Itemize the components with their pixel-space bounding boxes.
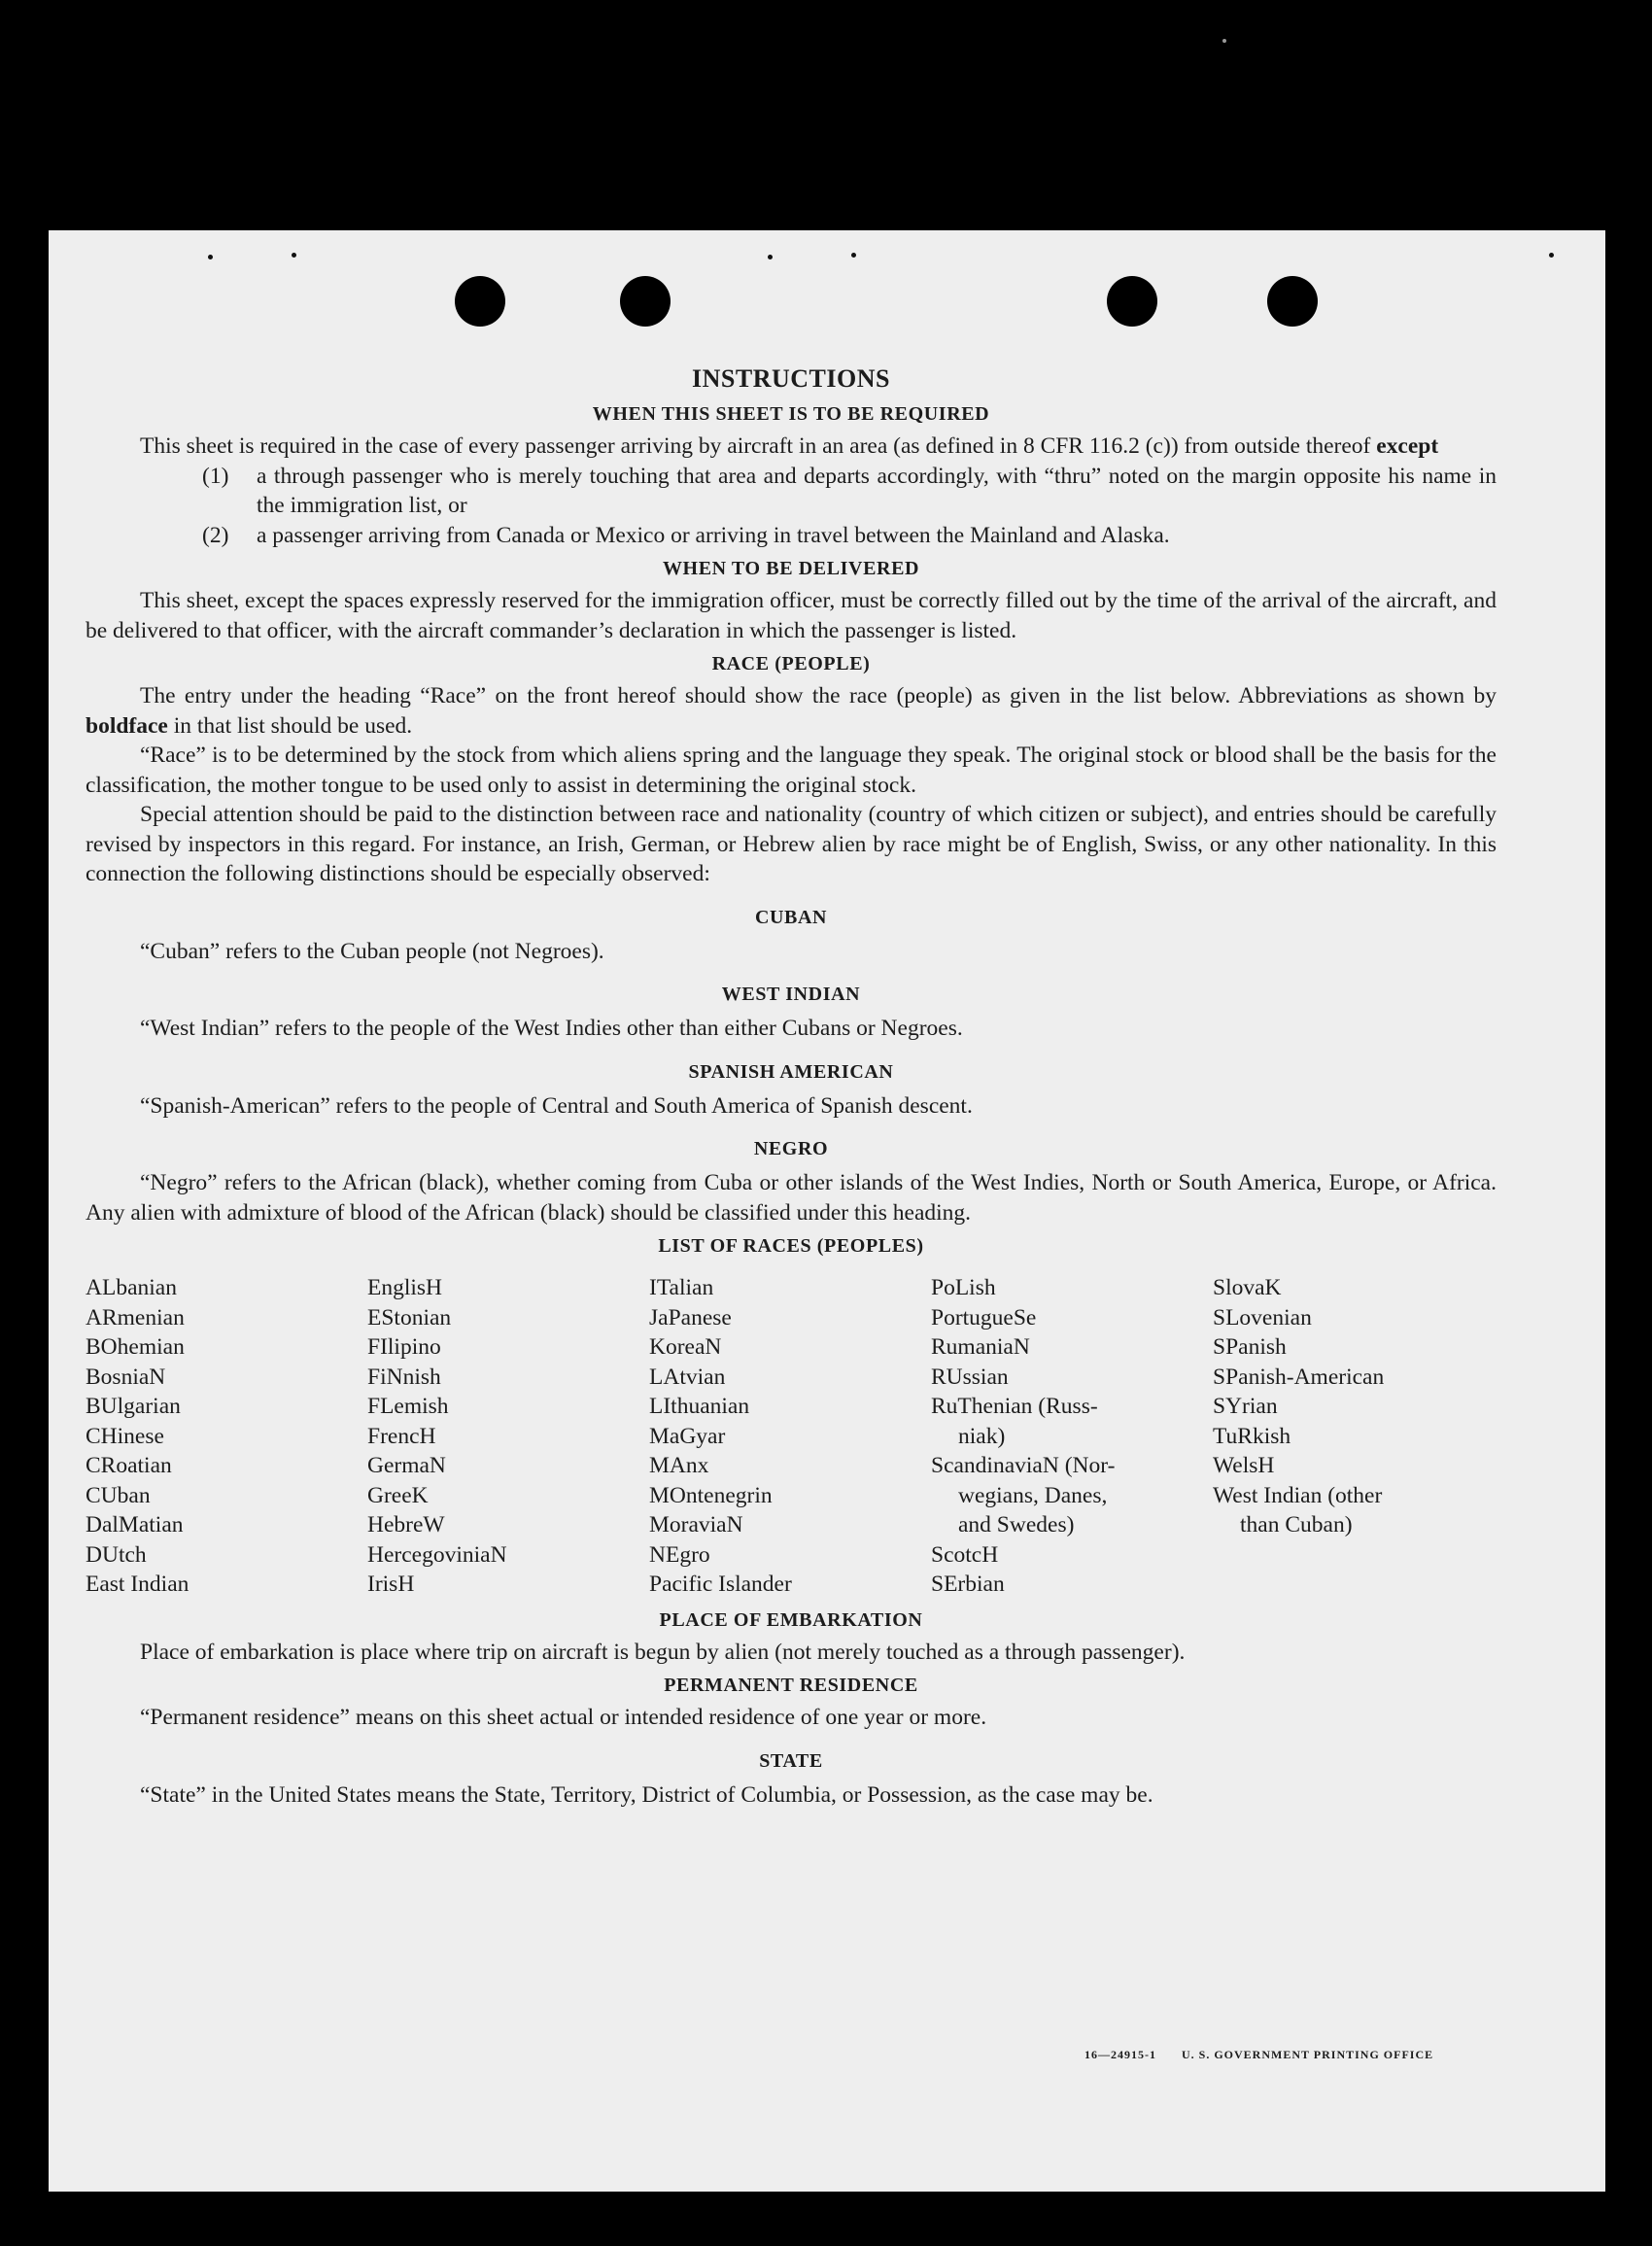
race-entry: DUtch xyxy=(86,1541,147,1568)
race-entry: Pacific Islander xyxy=(649,1572,792,1597)
race-entry: RuThenian (Russ- xyxy=(931,1394,1098,1419)
paragraph: “Spanish-American” refers to the people of Central and South America of Spanish descent. xyxy=(140,1092,973,1119)
race-entry: RumaniaN xyxy=(931,1334,1030,1360)
section-heading: SPANISH AMERICAN xyxy=(688,1060,894,1083)
race-entry: GermaN xyxy=(367,1453,446,1478)
race-entry: PortugueSe xyxy=(931,1304,1037,1330)
race-entry: MaGyar xyxy=(649,1423,726,1449)
race-entry: SLovenian xyxy=(1213,1304,1312,1330)
race-entry: DalMatian xyxy=(86,1512,184,1538)
paragraph: “West Indian” refers to the people of the West Indies other than either Cubans or Negroes. xyxy=(140,1016,963,1041)
race-entry: LAtvian xyxy=(649,1364,726,1390)
race-entry: wegians, Danes, xyxy=(958,1482,1108,1508)
race-entry: SPanish-American xyxy=(1213,1364,1385,1390)
punch-hole xyxy=(1107,276,1157,327)
punch-hole xyxy=(1267,276,1318,327)
race-entry: GreeK xyxy=(367,1482,429,1508)
race-entry: LIthuanian xyxy=(649,1394,750,1419)
list-item: (1) a through passenger who is merely touching that area and departs accordingly, with “thru” noted on the margin opposite his name in the immigration list, or xyxy=(202,463,1497,518)
race-entry: SlovaK xyxy=(1213,1275,1282,1300)
race-entry: WelsH xyxy=(1213,1453,1275,1478)
section-heading: PLACE OF EMBARKATION xyxy=(659,1608,923,1631)
footer-print-line xyxy=(1084,2048,1459,2062)
section-heading: WHEN THIS SHEET IS TO BE REQUIRED xyxy=(592,403,990,425)
race-entry: and Swedes) xyxy=(958,1512,1075,1538)
section-heading: NEGRO xyxy=(753,1138,829,1159)
race-entry: CUban xyxy=(86,1482,151,1508)
race-entry: NEgro xyxy=(649,1541,710,1568)
race-entry: CHinese xyxy=(86,1423,164,1449)
race-entry: EnglisH xyxy=(367,1275,443,1300)
race-entry: West Indian (other xyxy=(1213,1482,1383,1508)
race-entry: niak) xyxy=(958,1423,1006,1449)
paragraph: This sheet is required in the case of every passenger arriving by aircraft in an area (as defined in 8 CFR 116.2 (c)) from outside thereof except xyxy=(140,433,1439,459)
section-heading: RACE (PEOPLE) xyxy=(711,653,871,674)
instructions-content xyxy=(86,364,1497,1810)
form-number: 16—24915-1 xyxy=(1084,2048,1156,2061)
race-entry: HebreW xyxy=(367,1512,445,1538)
speck xyxy=(292,253,296,258)
section-heading: LIST OF RACES (PEOPLES) xyxy=(658,1235,924,1257)
race-entry: ARmenian xyxy=(86,1304,185,1330)
paragraph: “State” in the United States means the State, Territory, District of Columbia, or Possession, as the case may be. xyxy=(140,1781,1153,1808)
punch-hole xyxy=(455,276,505,327)
section-heading: WEST INDIAN xyxy=(721,984,861,1005)
race-entry: ALbanian xyxy=(86,1275,177,1300)
race-entry: KoreaN xyxy=(649,1334,722,1360)
section-heading: STATE xyxy=(759,1749,823,1772)
race-entry: SPanish xyxy=(1213,1334,1287,1360)
section-heading: WHEN TO BE DELIVERED xyxy=(662,558,920,579)
paragraph: The entry under the heading “Race” on the front hereof should show the race (people) as given in the list below. Abbreviations as shown by boldface in that list should be used. xyxy=(86,683,1497,739)
race-entry: IrisH xyxy=(367,1572,415,1597)
race-entry: FLemish xyxy=(367,1394,449,1419)
races-column xyxy=(931,1273,1203,1600)
paragraph: Place of embarkation is place where trip on aircraft is begun by alien (not merely touched as a through passenger). xyxy=(140,1639,1186,1665)
section-heading: PERMANENT RESIDENCE xyxy=(664,1675,918,1696)
page-title: INSTRUCTIONS xyxy=(692,364,890,393)
race-entry: RUssian xyxy=(931,1364,1009,1390)
speck xyxy=(208,255,213,259)
paragraph: Special attention should be paid to the distinction between race and nationality (country of which citizen or subject), and entries should be carefully revised by inspectors in this regard. For instance, an Irish, German, or Hebrew alien by race might be of English, Swiss, or any other nationality. In this connection the following distinctions should be especially observed: xyxy=(86,802,1497,886)
race-entry: HercegoviniaN xyxy=(367,1541,507,1568)
speck xyxy=(1549,253,1554,258)
race-entry: TuRkish xyxy=(1213,1423,1291,1449)
paragraph: “Permanent residence” means on this sheet actual or intended residence of one year or more. xyxy=(140,1705,987,1730)
race-entry: BUlgarian xyxy=(86,1394,181,1419)
races-column xyxy=(649,1273,921,1600)
race-entry: MOntenegrin xyxy=(649,1482,773,1508)
races-column xyxy=(1213,1273,1485,1600)
section-heading: CUBAN xyxy=(754,906,828,928)
document-sheet xyxy=(49,230,1605,2192)
races-column xyxy=(86,1273,358,1600)
speck xyxy=(851,253,856,258)
race-entry: ITalian xyxy=(649,1275,714,1300)
race-entry: FIlipino xyxy=(367,1334,441,1360)
race-entry: MAnx xyxy=(649,1453,709,1478)
paragraph: “Race” is to be determined by the stock from which aliens spring and the language they speak. The original stock or blood shall be the basis for the classification, the mother tongue to be used only to assist in determining the original stock. xyxy=(86,743,1497,798)
race-entry: ScandinaviaN (Nor- xyxy=(931,1453,1116,1478)
paragraph: This sheet, except the spaces expressly reserved for the immigration officer, must be correctly filled out by the time of the arrival of the aircraft, and be delivered to that officer, with the aircraft commander’s declaration in which the passenger is listed. xyxy=(86,588,1497,643)
paragraph: “Negro” refers to the African (black), whether coming from Cuba or other islands of the West Indies, North or South America, Europe, or Africa. Any alien with admixture of blood of the African (black) should be classified under this heading. xyxy=(86,1170,1497,1226)
race-entry: East Indian xyxy=(86,1572,189,1597)
race-entry: SYrian xyxy=(1213,1394,1278,1419)
printer-name: U. S. GOVERNMENT PRINTING OFFICE xyxy=(1182,2048,1434,2061)
speck xyxy=(1222,39,1226,43)
race-entry: PoLish xyxy=(931,1275,996,1300)
race-entry: BosniaN xyxy=(86,1364,166,1390)
speck xyxy=(768,255,773,259)
race-entry: SErbian xyxy=(931,1572,1005,1597)
race-entry: JaPanese xyxy=(649,1304,732,1330)
race-entry: EStonian xyxy=(367,1304,452,1330)
races-list xyxy=(86,1273,1485,1600)
race-entry: than Cuban) xyxy=(1240,1512,1353,1538)
race-entry: FrencH xyxy=(367,1423,436,1449)
punch-hole xyxy=(620,276,671,327)
paragraph: “Cuban” refers to the Cuban people (not Negroes). xyxy=(140,938,604,964)
race-entry: ScotcH xyxy=(931,1541,999,1568)
list-item: (2) a passenger arriving from Canada or Mexico or arriving in travel between the Mainland and Alaska. xyxy=(202,522,1170,548)
races-column xyxy=(367,1273,639,1600)
race-entry: CRoatian xyxy=(86,1453,172,1478)
race-entry: MoraviaN xyxy=(649,1512,743,1538)
race-entry: BOhemian xyxy=(86,1334,185,1360)
race-entry: FiNnish xyxy=(367,1364,441,1390)
